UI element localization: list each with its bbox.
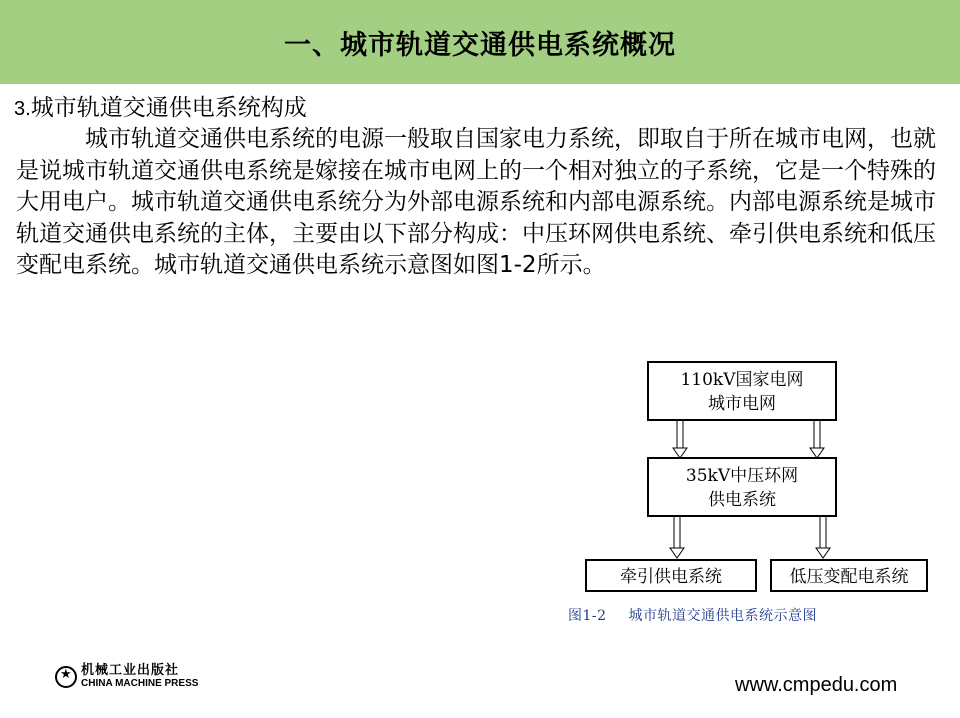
arrow-ring-to-traction <box>670 516 684 558</box>
section-heading <box>14 93 307 124</box>
arrow-grid-to-ring-left <box>673 420 687 458</box>
page-title: 一、城市轨道交通供电系统概况 <box>284 29 676 61</box>
publisher-logo <box>55 662 198 692</box>
grid-box-line2: 城市电网 <box>708 394 776 414</box>
low-voltage-label: 低压变配电系统 <box>789 567 909 587</box>
website-url[interactable]: www.cmpedu.com <box>735 674 898 696</box>
ring-network-box-line1: 35kV中压环网 <box>685 466 799 486</box>
section-number: 3. <box>14 98 31 120</box>
body-paragraph: 城市轨道交通供电系统的电源一般取自国家电力系统，即取自于所在城市电网，也就是说城市轨道交通供电系统是嫁接在城市电网上的一个相对独立的子系统，它是一个特殊的大用电户。城市轨道交通供电系统分为外部电源系统和内部电源系统。内部电源系统是城市轨道交通供电系统的主体，主要由以下部分构成：中压环网供电系统、牵引供电系统和低压变配电系统。城市轨道交通供电系统示意图如图1-2所示。 <box>16 126 936 278</box>
figure-caption-text: 城市轨道交通供电系统示意图 <box>628 608 818 624</box>
arrow-grid-to-ring-right <box>810 420 824 458</box>
publisher-name-en: CHINA MACHINE PRESS <box>81 678 199 689</box>
traction-supply-label: 牵引供电系统 <box>620 567 722 587</box>
section-heading-text: 城市轨道交通供电系统构成 <box>30 95 307 121</box>
figure-caption <box>568 605 817 625</box>
title-bar <box>0 0 960 84</box>
power-supply-diagram <box>580 360 930 596</box>
figure-number: 图1-2 <box>568 608 607 624</box>
publisher-name-cn: 机械工业出版社 <box>81 663 180 678</box>
arrow-ring-to-low-voltage <box>816 516 830 558</box>
ring-network-box-line2: 供电系统 <box>708 490 776 510</box>
grid-box-line1: 110kV国家电网 <box>680 370 804 390</box>
publisher-emblem-icon <box>55 666 77 688</box>
